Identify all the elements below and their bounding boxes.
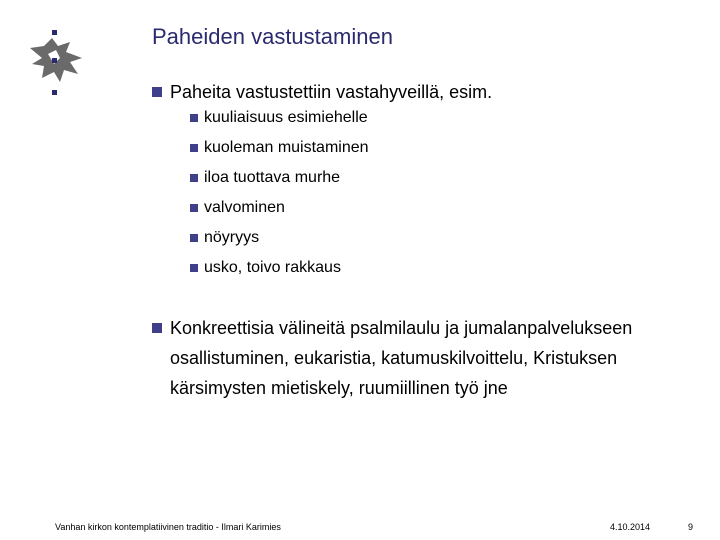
bullet-text: usko, toivo rakkaus bbox=[204, 259, 341, 276]
bullet-text: iloa tuottava murhe bbox=[204, 169, 341, 186]
bullet-square-icon bbox=[152, 87, 162, 97]
sub-bullet-item bbox=[190, 168, 340, 188]
bullet-text: valvominen bbox=[204, 199, 285, 216]
sub-bullet-item bbox=[190, 258, 341, 278]
sub-bullet-item bbox=[190, 198, 285, 218]
bullet-square-icon bbox=[190, 174, 198, 182]
bullet-text: nöyryys bbox=[204, 229, 260, 246]
footer-date: 4.10.2014 bbox=[610, 522, 651, 532]
bullet-square-icon bbox=[190, 234, 198, 242]
slide-title: Paheiden vastustaminen bbox=[152, 24, 393, 49]
bullet-text: Paheita vastustettiin vastahyveillä, esim. bbox=[170, 82, 493, 102]
sub-bullet-item bbox=[190, 228, 259, 248]
bullet-square-icon bbox=[190, 264, 198, 272]
bullet-square-icon bbox=[190, 144, 198, 152]
bullet-item bbox=[152, 313, 712, 403]
university-logo-icon bbox=[22, 28, 90, 98]
bullet-text: kuuliaisuus esimiehelle bbox=[204, 109, 368, 126]
bullet-square-icon bbox=[152, 323, 162, 333]
sub-bullet-item bbox=[190, 138, 369, 158]
bullet-text: Konkreettisia välineitä psalmilaulu ja jumalanpalvelukseen osallistuminen, eukaristia, katumuskilvoittelu, Kristuksen kärsimysten mietiskely, ruumiillinen työ jne bbox=[170, 318, 633, 398]
bullet-item bbox=[152, 77, 492, 107]
bullet-square-icon bbox=[190, 204, 198, 212]
page-number: 9 bbox=[688, 522, 694, 532]
sub-bullet-item bbox=[190, 108, 368, 128]
bullet-square-icon bbox=[190, 114, 198, 122]
footer-text: Vanhan kirkon kontemplatiivinen traditio - Ilmari Karimies bbox=[55, 522, 281, 532]
bullet-text: kuoleman muistaminen bbox=[204, 139, 369, 156]
